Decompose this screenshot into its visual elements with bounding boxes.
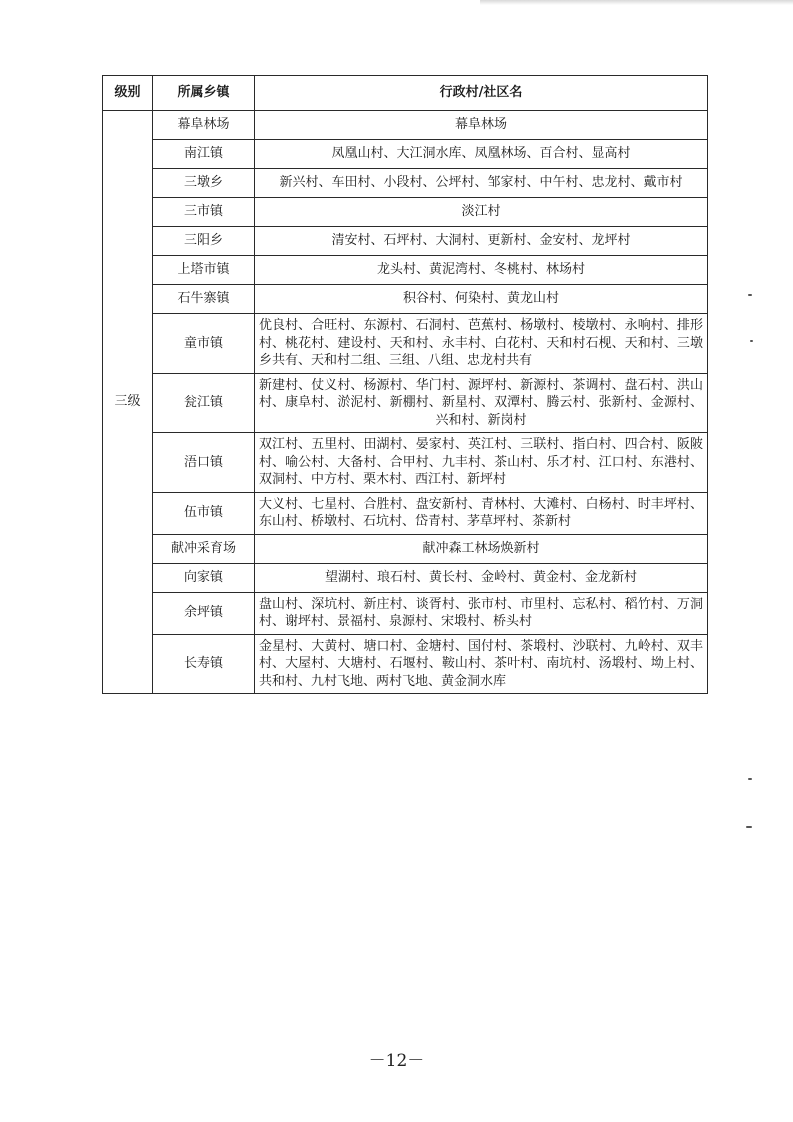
villages-cell: 双江村、五里村、田湖村、晏家村、英江村、三联村、指白村、四合村、阪陂村、喻公村、大备村、合甲村、九丰村、茶山村、乐才村、江口村、东港村、双洞村、中方村、栗木村、西江村、新坪村 xyxy=(255,433,708,493)
town-cell: 献冲采育场 xyxy=(153,534,255,563)
table-row xyxy=(103,169,708,198)
town-cell: 上塔市镇 xyxy=(153,256,255,285)
header-villages: 行政村/社区名 xyxy=(255,76,708,111)
header-level: 级别 xyxy=(103,76,153,111)
town-cell: 长寿镇 xyxy=(153,634,255,694)
town-cell: 向家镇 xyxy=(153,563,255,592)
table-row xyxy=(103,140,708,169)
town-cell: 幕阜林场 xyxy=(153,111,255,140)
town-cell: 伍市镇 xyxy=(153,492,255,534)
town-cell: 童市镇 xyxy=(153,314,255,374)
table-row xyxy=(103,563,708,592)
town-cell: 瓮江镇 xyxy=(153,373,255,433)
villages-cell: 龙头村、黄泥湾村、冬桃村、林场村 xyxy=(255,256,708,285)
villages-cell: 金星村、大黄村、塘口村、金塘村、国付村、茶塅村、沙联村、九岭村、双丰村、大屋村、大塘村、石堰村、鞍山村、茶叶村、南坑村、汤塅村、坳上村、共和村、九村飞地、两村飞地、黄金洞水库 xyxy=(255,634,708,694)
villages-cell: 凤凰山村、大江洞水库、凤凰林场、百合村、显高村 xyxy=(255,140,708,169)
town-cell: 石牛寨镇 xyxy=(153,285,255,314)
level-cell: 三级 xyxy=(103,111,153,694)
villages-cell: 优良村、合旺村、东源村、石洞村、芭蕉村、杨墩村、棱墩村、永响村、排形村、桃花村、建设村、天和村、永丰村、白花村、天和村石枧、天和村、三墩乡共有、天和村二组、三组、八组、忠龙村共有 xyxy=(255,314,708,374)
table-row xyxy=(103,592,708,634)
scan-edge-shadow xyxy=(480,0,793,5)
table-row xyxy=(103,198,708,227)
table-row xyxy=(103,285,708,314)
villages-cell: 新兴村、车田村、小段村、公坪村、邹家村、中午村、忠龙村、戴市村 xyxy=(255,169,708,198)
village-table xyxy=(102,75,708,694)
page-number: －12－ xyxy=(368,1051,425,1071)
villages-cell: 盘山村、深坑村、新庄村、谈胥村、张市村、市里村、忘私村、稻竹村、万洞村、谢坪村、景福村、泉源村、宋塅村、桥头村 xyxy=(255,592,708,634)
table-row xyxy=(103,534,708,563)
villages-cell: 积谷村、何染村、黄龙山村 xyxy=(255,285,708,314)
table-row xyxy=(103,227,708,256)
town-cell: 余坪镇 xyxy=(153,592,255,634)
scan-speck xyxy=(748,294,752,296)
header-town: 所属乡镇 xyxy=(153,76,255,111)
villages-cell: 新建村、仗义村、杨源村、华门村、源坪村、新源村、茶调村、盘石村、洪山村、康阜村、淤泥村、新棚村、新星村、双潭村、腾云村、张新村、金源村、兴和村、新岗村 xyxy=(255,373,708,433)
town-cell: 三阳乡 xyxy=(153,227,255,256)
villages-cell: 大义村、七星村、合胜村、盘安新村、青林村、大滩村、白杨村、时丰坪村、东山村、桥墩村、石坑村、岱青村、茅草坪村、茶新村 xyxy=(255,492,708,534)
villages-cell: 清安村、石坪村、大洞村、更新村、金安村、龙坪村 xyxy=(255,227,708,256)
table-row xyxy=(103,314,708,374)
villages-cell: 献冲森工林场焕新村 xyxy=(255,534,708,563)
town-cell: 浯口镇 xyxy=(153,433,255,493)
table-header-row xyxy=(103,76,708,111)
scan-speck xyxy=(746,826,752,828)
table-row xyxy=(103,256,708,285)
villages-cell: 幕阜林场 xyxy=(255,111,708,140)
scan-speck xyxy=(750,340,753,342)
table-row xyxy=(103,433,708,493)
table-row xyxy=(103,111,708,140)
table-row xyxy=(103,492,708,534)
villages-cell: 淡江村 xyxy=(255,198,708,227)
town-cell: 南江镇 xyxy=(153,140,255,169)
scan-speck xyxy=(748,778,752,780)
table-row xyxy=(103,373,708,433)
villages-cell: 望湖村、琅石村、黄长村、金岭村、黄金村、金龙新村 xyxy=(255,563,708,592)
table-row xyxy=(103,634,708,694)
town-cell: 三墩乡 xyxy=(153,169,255,198)
town-cell: 三市镇 xyxy=(153,198,255,227)
